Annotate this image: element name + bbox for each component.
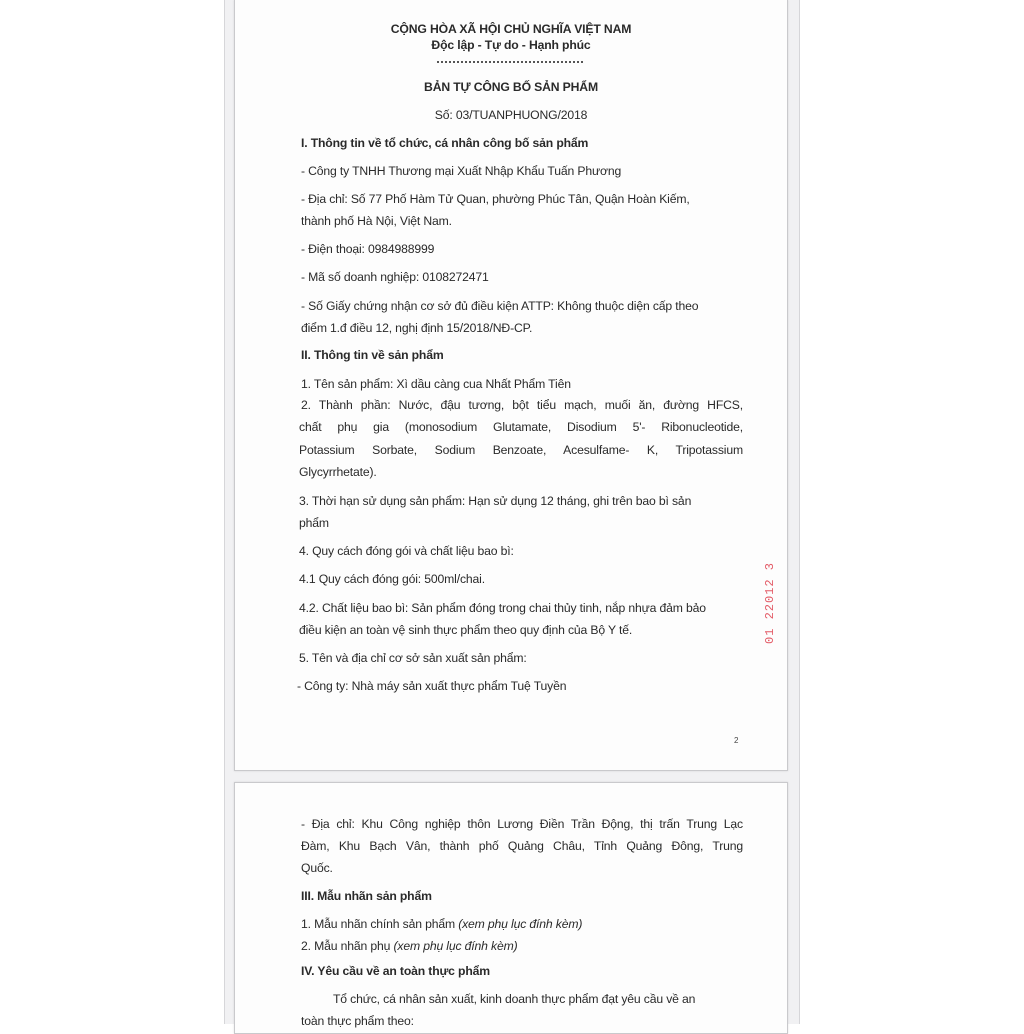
manufacturer-company: - Công ty: Nhà máy sản xuất thực phẩm Tuệ Tuyền [297,679,567,693]
manufacturer-heading: 5. Tên và địa chỉ cơ sở sản xuất sản phẩm: [299,651,527,665]
sub-label-item [301,939,518,953]
main-label-text: 1. Mẫu nhãn chính sản phẩm [301,917,459,931]
stamp-number-text: 01 22012 3 [763,561,777,644]
sub-label-text: 2. Mẫu nhãn phụ [301,939,394,953]
section-1-heading: I. Thông tin về tổ chức, cá nhân công bố sản phẩm [301,136,589,150]
motto: Độc lập - Tự do - Hạnh phúc [431,38,591,52]
page-number: 2 [734,736,739,745]
safety-paragraph-line-2: toàn thực phẩm theo: [301,1014,414,1028]
certificate-line-2: điểm 1.đ điều 12, nghị định 15/2018/NĐ-CP. [301,321,533,335]
section-3-heading: III. Mẫu nhãn sản phẩm [301,889,432,903]
document-number: Số: 03/TUANPHUONG/2018 [434,108,588,122]
company-address-line-2: thành phố Hà Nội, Việt Nam. [301,214,452,228]
product-name: 1. Tên sản phẩm: Xì dầu càng cua Nhất Phẩm Tiên [301,377,571,391]
main-label-item [301,917,582,931]
main-label-note: (xem phụ lục đính kèm) [458,917,583,931]
factory-address-line-2: Đàm, Khu Bạch Vân, thành phố Quảng Châu, Tỉnh Quảng Đông, Trung [301,839,743,853]
section-2-heading: II. Thông tin về sản phẩm [301,348,444,362]
section-4-heading: IV. Yêu cầu về an toàn thực phẩm [301,964,490,978]
document-title: BẢN TỰ CÔNG BỐ SẢN PHẨM [424,80,598,94]
company-address-line-1: - Địa chỉ: Số 77 Phố Hàm Tử Quan, phường Phúc Tân, Quận Hoàn Kiếm, [301,192,690,206]
sub-label-note: (xem phụ lục đính kèm) [393,939,518,953]
packaging-heading: 4. Quy cách đóng gói và chất liệu bao bì: [299,544,514,558]
phone-number: - Điện thoại: 0984988999 [301,242,435,256]
ingredients-line-2: chất phụ gia (monosodium Glutamate, Disodium 5'- Ribonucleotide, [299,420,743,434]
header-underline [437,61,583,63]
ingredients-line-4: Glycyrrhetate). [299,465,377,479]
red-stamp-number [760,528,780,644]
ingredients-line-3: Potassium Sorbate, Sodium Benzoate, Acesulfame- K, Tripotassium [299,443,743,457]
tax-code: - Mã số doanh nghiệp: 0108272471 [301,270,489,284]
packaging-spec: 4.1 Quy cách đóng gói: 500ml/chai. [299,572,485,586]
shelf-life-line-2: phẩm [299,516,329,530]
material-line-2: điều kiện an toàn vệ sinh thực phẩm theo quy định của Bộ Y tế. [299,623,633,637]
document-page-2 [234,782,788,1034]
safety-paragraph-line-1: Tổ chức, cá nhân sản xuất, kinh doanh thực phẩm đạt yêu cầu về an [333,992,696,1006]
factory-address-line-1: - Địa chỉ: Khu Công nghiệp thôn Lương Điền Trần Động, thị trấn Trung Lạc [301,817,743,831]
company-name: - Công ty TNHH Thương mại Xuất Nhập Khẩu Tuấn Phương [301,164,622,178]
certificate-line-1: - Số Giấy chứng nhận cơ sở đủ điều kiện ATTP: Không thuộc diện cấp theo [301,299,699,313]
factory-address-line-3: Quốc. [301,861,333,875]
document-page-1 [234,0,788,771]
country-header: CỘNG HÒA XÃ HỘI CHỦ NGHĨA VIỆT NAM [390,22,632,36]
material-line-1: 4.2. Chất liệu bao bì: Sản phẩm đóng trong chai thủy tinh, nắp nhựa đảm bảo [299,601,706,615]
shelf-life-line-1: 3. Thời hạn sử dụng sản phẩm: Hạn sử dụng 12 tháng, ghi trên bao bì sản [299,494,692,508]
ingredients-line-1: 2. Thành phần: Nước, đậu tương, bột tiểu mạch, muối ăn, đường HFCS, [301,398,743,412]
